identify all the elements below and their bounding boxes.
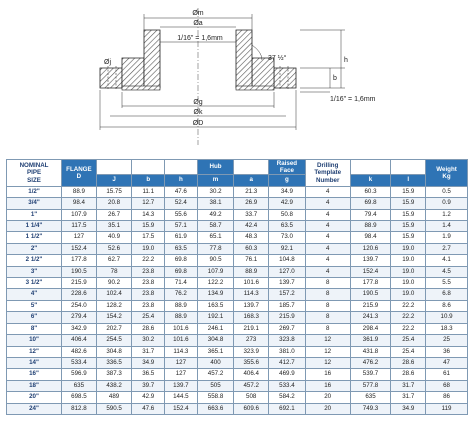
- cell-k: 98.4: [350, 232, 391, 243]
- dim-angle-label: 37 ½°: [268, 55, 287, 62]
- cell-flange-d: 342.9: [62, 323, 97, 334]
- cell-drilling-number: 4: [305, 243, 350, 254]
- cell-a: 48.3: [234, 232, 269, 243]
- cell-drilling-number: 16: [305, 380, 350, 391]
- cell-j: 590.5: [96, 403, 132, 414]
- cell-nominal-size: 20": [7, 392, 62, 403]
- cell-flange-d: 254.0: [62, 300, 97, 311]
- cell-nominal-size: 12": [7, 346, 62, 357]
- right-flange-plate: [274, 68, 296, 88]
- cell-a: 33.7: [234, 209, 269, 220]
- cell-flange-d: 406.4: [62, 335, 97, 346]
- cell-b: 23.8: [132, 278, 165, 289]
- cell-l: 19.0: [391, 243, 426, 254]
- cell-weight: 47: [426, 357, 468, 368]
- table-row: [7, 369, 468, 380]
- table-row: [7, 346, 468, 357]
- cell-g: 323.8: [269, 335, 306, 346]
- cell-a: 406.4: [234, 369, 269, 380]
- dim-b-label: b: [333, 75, 337, 82]
- cell-h: 139.7: [165, 380, 198, 391]
- cell-b: 30.2: [132, 335, 165, 346]
- table-row: [7, 403, 468, 414]
- cell-nominal-size: 10": [7, 335, 62, 346]
- cell-weight: 1.4: [426, 221, 468, 232]
- cell-h: 101.6: [165, 323, 198, 334]
- cell-weight: 1.2: [426, 209, 468, 220]
- cell-a: 609.6: [234, 403, 269, 414]
- cell-flange-d: 190.5: [62, 266, 97, 277]
- cell-l: 15.9: [391, 232, 426, 243]
- cell-g: 533.4: [269, 380, 306, 391]
- cell-weight: 8.6: [426, 300, 468, 311]
- dim-j-offset-label: 1/16" = 1,6mm: [177, 35, 223, 42]
- cell-flange-d: 98.4: [62, 198, 97, 209]
- cell-k: 139.7: [350, 255, 391, 266]
- cell-b: 39.7: [132, 380, 165, 391]
- cell-m: 558.8: [197, 392, 234, 403]
- cell-m: 30.2: [197, 186, 234, 197]
- cell-m: 163.5: [197, 300, 234, 311]
- cell-a: 273: [234, 335, 269, 346]
- header-b: b: [132, 175, 165, 186]
- cell-k: 88.9: [350, 221, 391, 232]
- cell-m: 38.1: [197, 198, 234, 209]
- cell-b: 36.5: [132, 369, 165, 380]
- cell-k: 215.9: [350, 300, 391, 311]
- cell-a: 457.2: [234, 380, 269, 391]
- left-flange-plate: [100, 68, 122, 88]
- cell-flange-d: 596.9: [62, 369, 97, 380]
- cell-drilling-number: 12: [305, 335, 350, 346]
- cell-m: 134.9: [197, 289, 234, 300]
- cell-k: 120.6: [350, 243, 391, 254]
- cell-flange-d: 228.6: [62, 289, 97, 300]
- cell-m: 49.2: [197, 209, 234, 220]
- cell-m: 58.7: [197, 221, 234, 232]
- cell-nominal-size: 2": [7, 243, 62, 254]
- cell-h: 127: [165, 357, 198, 368]
- header-drilling: Drilling Template Number: [305, 160, 350, 187]
- cell-k: 79.4: [350, 209, 391, 220]
- cell-m: 400: [197, 357, 234, 368]
- cell-nominal-size: 1 1/4": [7, 221, 62, 232]
- cell-k: 431.8: [350, 346, 391, 357]
- cell-nominal-size: 4": [7, 289, 62, 300]
- cell-k: 298.4: [350, 323, 391, 334]
- cell-g: 92.1: [269, 243, 306, 254]
- table-row: [7, 289, 468, 300]
- cell-l: 22.2: [391, 312, 426, 323]
- cell-l: 25.4: [391, 335, 426, 346]
- cell-m: 505: [197, 380, 234, 391]
- cell-nominal-size: 3/4": [7, 198, 62, 209]
- cell-nominal-size: 24": [7, 403, 62, 414]
- cell-m: 65.1: [197, 232, 234, 243]
- cell-a: 60.3: [234, 243, 269, 254]
- cell-g: 269.7: [269, 323, 306, 334]
- cell-j: 489: [96, 392, 132, 403]
- cell-flange-d: 635: [62, 380, 97, 391]
- cell-a: 139.7: [234, 300, 269, 311]
- cell-l: 19.0: [391, 289, 426, 300]
- cell-m: 457.2: [197, 369, 234, 380]
- cell-flange-d: 279.4: [62, 312, 97, 323]
- cell-b: 25.4: [132, 312, 165, 323]
- cell-nominal-size: 1/2": [7, 186, 62, 197]
- cell-drilling-number: 20: [305, 403, 350, 414]
- cell-nominal-size: 14": [7, 357, 62, 368]
- cell-flange-d: 812.8: [62, 403, 97, 414]
- cell-drilling-number: 4: [305, 209, 350, 220]
- cell-h: 127: [165, 369, 198, 380]
- cell-k: 476.2: [350, 357, 391, 368]
- header-j: J: [96, 175, 132, 186]
- header-m: m: [197, 175, 234, 186]
- cell-l: 19.0: [391, 255, 426, 266]
- cell-flange-d: 533.4: [62, 357, 97, 368]
- cell-a: 76.1: [234, 255, 269, 266]
- cell-b: 12.7: [132, 198, 165, 209]
- cell-drilling-number: 4: [305, 232, 350, 243]
- cell-l: 34.9: [391, 403, 426, 414]
- cell-weight: 119: [426, 403, 468, 414]
- cell-flange-d: 698.5: [62, 392, 97, 403]
- cell-drilling-number: 8: [305, 289, 350, 300]
- cell-j: 90.2: [96, 278, 132, 289]
- cell-flange-d: 215.9: [62, 278, 97, 289]
- cell-drilling-number: 4: [305, 221, 350, 232]
- cell-h: 76.2: [165, 289, 198, 300]
- cell-nominal-size: 8": [7, 323, 62, 334]
- cell-b: 14.3: [132, 209, 165, 220]
- cell-l: 22.2: [391, 300, 426, 311]
- cell-weight: 6.8: [426, 289, 468, 300]
- cell-g: 215.9: [269, 312, 306, 323]
- cell-nominal-size: 2 1/2": [7, 255, 62, 266]
- cell-h: 47.6: [165, 186, 198, 197]
- cell-flange-d: 117.5: [62, 221, 97, 232]
- header-h: h: [165, 175, 198, 186]
- cell-k: 635: [350, 392, 391, 403]
- cell-k: 749.3: [350, 403, 391, 414]
- dim-j-label: Øj: [104, 59, 111, 66]
- cell-k: 152.4: [350, 266, 391, 277]
- cell-g: 469.9: [269, 369, 306, 380]
- cell-flange-d: 177.8: [62, 255, 97, 266]
- cell-nominal-size: 18": [7, 380, 62, 391]
- cell-k: 177.8: [350, 278, 391, 289]
- cell-g: 584.2: [269, 392, 306, 403]
- cell-nominal-size: 3 1/2": [7, 278, 62, 289]
- cell-b: 19.0: [132, 243, 165, 254]
- cell-g: 692.1: [269, 403, 306, 414]
- cell-nominal-size: 1": [7, 209, 62, 220]
- cell-g: 50.8: [269, 209, 306, 220]
- dim-d-label: ØD: [192, 120, 204, 127]
- cell-j: 52.6: [96, 243, 132, 254]
- cell-b: 47.6: [132, 403, 165, 414]
- cell-g: 34.9: [269, 186, 306, 197]
- table-row: [7, 380, 468, 391]
- cell-weight: 61: [426, 369, 468, 380]
- cell-j: 15.75: [96, 186, 132, 197]
- cell-h: 61.9: [165, 232, 198, 243]
- cell-nominal-size: 5": [7, 300, 62, 311]
- flange-drawing: [0, 0, 474, 150]
- cell-h: 63.5: [165, 243, 198, 254]
- cell-weight: 68: [426, 380, 468, 391]
- cell-weight: 0.5: [426, 186, 468, 197]
- cell-drilling-number: 12: [305, 357, 350, 368]
- cell-m: 122.2: [197, 278, 234, 289]
- table-body: [7, 186, 468, 414]
- table-row: [7, 335, 468, 346]
- cell-k: 539.7: [350, 369, 391, 380]
- cell-h: 101.6: [165, 335, 198, 346]
- cell-drilling-number: 4: [305, 266, 350, 277]
- cell-g: 42.9: [269, 198, 306, 209]
- cell-g: 127.0: [269, 266, 306, 277]
- cell-g: 157.2: [269, 289, 306, 300]
- cell-a: 355.6: [234, 357, 269, 368]
- table-row: [7, 221, 468, 232]
- cell-l: 15.9: [391, 221, 426, 232]
- cell-m: 663.6: [197, 403, 234, 414]
- cell-h: 57.1: [165, 221, 198, 232]
- cell-l: 19.0: [391, 278, 426, 289]
- cell-l: 31.7: [391, 380, 426, 391]
- table-row: [7, 392, 468, 403]
- header-nominal: NOMINAL PIPE SIZE: [7, 160, 62, 187]
- cell-a: 168.3: [234, 312, 269, 323]
- header-a: a: [234, 175, 269, 186]
- cell-k: 577.8: [350, 380, 391, 391]
- cell-weight: 18.3: [426, 323, 468, 334]
- table-row: [7, 209, 468, 220]
- cell-h: 88.9: [165, 312, 198, 323]
- cell-k: 190.5: [350, 289, 391, 300]
- cell-l: 25.4: [391, 346, 426, 357]
- cell-l: 15.9: [391, 198, 426, 209]
- cell-weight: 36: [426, 346, 468, 357]
- cell-m: 77.8: [197, 243, 234, 254]
- cell-b: 34.9: [132, 357, 165, 368]
- header-k: k: [350, 175, 391, 186]
- cell-weight: 1.9: [426, 232, 468, 243]
- cell-nominal-size: 6": [7, 312, 62, 323]
- cell-g: 73.0: [269, 232, 306, 243]
- cell-a: 88.9: [234, 266, 269, 277]
- cell-j: 26.7: [96, 209, 132, 220]
- cell-m: 246.1: [197, 323, 234, 334]
- cell-flange-d: 107.9: [62, 209, 97, 220]
- cell-b: 28.6: [132, 323, 165, 334]
- right-hub: [236, 30, 252, 88]
- cell-m: 365.1: [197, 346, 234, 357]
- cell-a: 21.3: [234, 186, 269, 197]
- cell-a: 323.9: [234, 346, 269, 357]
- dim-h-label: h: [344, 57, 348, 64]
- cell-j: 78: [96, 266, 132, 277]
- header-g: g: [269, 175, 306, 186]
- cell-a: 26.9: [234, 198, 269, 209]
- cell-b: 17.5: [132, 232, 165, 243]
- cell-flange-d: 482.6: [62, 346, 97, 357]
- table-row: [7, 357, 468, 368]
- cell-a: 508: [234, 392, 269, 403]
- cell-drilling-number: 8: [305, 300, 350, 311]
- cell-flange-d: 127: [62, 232, 97, 243]
- cell-weight: 2.7: [426, 243, 468, 254]
- cell-weight: 0.9: [426, 198, 468, 209]
- table-row: [7, 300, 468, 311]
- cell-j: 40.9: [96, 232, 132, 243]
- cell-j: 336.5: [96, 357, 132, 368]
- cell-h: 152.4: [165, 403, 198, 414]
- dim-a-label: Øa: [193, 20, 203, 27]
- cell-g: 412.7: [269, 357, 306, 368]
- flange-spec-table: [6, 159, 468, 415]
- cell-nominal-size: 3": [7, 266, 62, 277]
- cell-j: 254.5: [96, 335, 132, 346]
- cell-b: 11.1: [132, 186, 165, 197]
- cell-l: 15.9: [391, 209, 426, 220]
- cell-k: 69.8: [350, 198, 391, 209]
- header-raised-face: Raised Face: [269, 160, 306, 175]
- cell-l: 19.0: [391, 266, 426, 277]
- cell-drilling-number: 12: [305, 346, 350, 357]
- cell-g: 63.5: [269, 221, 306, 232]
- table-row: [7, 312, 468, 323]
- cell-a: 219.1: [234, 323, 269, 334]
- cell-drilling-number: 4: [305, 255, 350, 266]
- cell-m: 90.5: [197, 255, 234, 266]
- cell-j: 154.2: [96, 312, 132, 323]
- header-hub: Hub: [197, 160, 234, 175]
- cell-m: 107.9: [197, 266, 234, 277]
- cell-l: 28.6: [391, 357, 426, 368]
- cell-h: 71.4: [165, 278, 198, 289]
- table-row: [7, 255, 468, 266]
- dim-g-label: Øg: [193, 99, 203, 106]
- cell-drilling-number: 16: [305, 369, 350, 380]
- cell-a: 42.4: [234, 221, 269, 232]
- cell-g: 139.7: [269, 278, 306, 289]
- cell-l: 15.9: [391, 186, 426, 197]
- cell-a: 101.6: [234, 278, 269, 289]
- cell-l: 31.7: [391, 392, 426, 403]
- right-flange-inner: [252, 58, 274, 88]
- cell-b: 31.7: [132, 346, 165, 357]
- table-row: [7, 278, 468, 289]
- cell-j: 128.2: [96, 300, 132, 311]
- table-row: [7, 266, 468, 277]
- cell-b: 15.9: [132, 221, 165, 232]
- cell-weight: 10.9: [426, 312, 468, 323]
- cell-h: 114.3: [165, 346, 198, 357]
- header-flange: FLANGE D: [62, 160, 97, 187]
- cell-j: 102.4: [96, 289, 132, 300]
- table-row: [7, 232, 468, 243]
- cell-j: 304.8: [96, 346, 132, 357]
- cell-h: 52.4: [165, 198, 198, 209]
- flange-cross-section: [0, 0, 474, 150]
- cell-g: 104.8: [269, 255, 306, 266]
- cell-h: 88.9: [165, 300, 198, 311]
- header-l: l: [391, 175, 426, 186]
- table-row: [7, 186, 468, 197]
- cell-k: 60.3: [350, 186, 391, 197]
- cell-m: 192.1: [197, 312, 234, 323]
- cell-flange-d: 88.9: [62, 186, 97, 197]
- header-row-top: [7, 160, 468, 175]
- cell-drilling-number: 4: [305, 186, 350, 197]
- table-row: [7, 243, 468, 254]
- cell-b: 42.9: [132, 392, 165, 403]
- cell-j: 438.2: [96, 380, 132, 391]
- cell-drilling-number: 4: [305, 198, 350, 209]
- dim-m-label: Øm: [192, 10, 204, 17]
- cell-weight: 25: [426, 335, 468, 346]
- cell-g: 185.7: [269, 300, 306, 311]
- cell-k: 241.3: [350, 312, 391, 323]
- table-row: [7, 323, 468, 334]
- cell-h: 69.8: [165, 255, 198, 266]
- cell-b: 23.8: [132, 300, 165, 311]
- cell-h: 69.8: [165, 266, 198, 277]
- cell-flange-d: 152.4: [62, 243, 97, 254]
- table-row: [7, 198, 468, 209]
- cell-weight: 86: [426, 392, 468, 403]
- cell-j: 62.7: [96, 255, 132, 266]
- cell-weight: 4.1: [426, 255, 468, 266]
- dim-raised-label: 1/16" = 1,6mm: [330, 96, 376, 103]
- cell-drilling-number: 8: [305, 278, 350, 289]
- cell-b: 23.8: [132, 289, 165, 300]
- cell-b: 22.2: [132, 255, 165, 266]
- right-raised-face: [236, 86, 274, 90]
- cell-h: 55.6: [165, 209, 198, 220]
- cell-drilling-number: 20: [305, 392, 350, 403]
- cell-weight: 5.5: [426, 278, 468, 289]
- cell-nominal-size: 1 1/2": [7, 232, 62, 243]
- cell-a: 114.3: [234, 289, 269, 300]
- cell-j: 387.3: [96, 369, 132, 380]
- cell-weight: 4.5: [426, 266, 468, 277]
- cell-nominal-size: 16": [7, 369, 62, 380]
- header-weight: Weight Kg: [426, 160, 468, 187]
- cell-l: 28.6: [391, 369, 426, 380]
- cell-drilling-number: 8: [305, 323, 350, 334]
- cell-g: 381.0: [269, 346, 306, 357]
- cell-m: 304.8: [197, 335, 234, 346]
- cell-drilling-number: 8: [305, 312, 350, 323]
- left-raised-face: [122, 86, 160, 90]
- left-flange-inner: [122, 58, 144, 88]
- left-hub: [144, 30, 160, 88]
- cell-j: 202.7: [96, 323, 132, 334]
- cell-b: 23.8: [132, 266, 165, 277]
- cell-k: 361.9: [350, 335, 391, 346]
- dim-k-label: Øk: [193, 109, 203, 116]
- cell-j: 35.1: [96, 221, 132, 232]
- cell-l: 22.2: [391, 323, 426, 334]
- cell-j: 20.8: [96, 198, 132, 209]
- cell-h: 144.5: [165, 392, 198, 403]
